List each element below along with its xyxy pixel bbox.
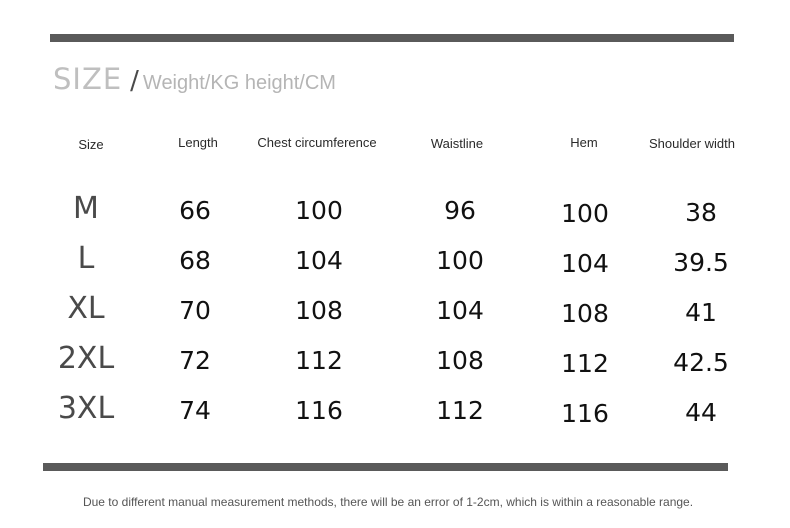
table-cell-chest: 104 xyxy=(295,246,343,275)
table-cell-shoulder: 44 xyxy=(685,398,717,427)
table-cell-chest: 112 xyxy=(295,346,343,375)
title-slash: / xyxy=(130,66,139,96)
table-cell-shoulder: 42.5 xyxy=(673,348,729,377)
table-cell-hem: 108 xyxy=(561,299,609,328)
table-cell-waistline: 104 xyxy=(436,296,484,325)
size-chart-title xyxy=(53,62,336,96)
table-cell-waistline: 100 xyxy=(436,246,484,275)
table-cell-length: 72 xyxy=(179,346,211,375)
table-cell-length: 70 xyxy=(179,296,211,325)
header-hem: Hem xyxy=(570,135,598,150)
table-cell-chest: 100 xyxy=(295,196,343,225)
table-cell-waistline: 96 xyxy=(444,196,476,225)
table-cell-length: 66 xyxy=(179,196,211,225)
table-cell-shoulder: 39.5 xyxy=(673,248,729,277)
header-chest-circumference: Chest circumference xyxy=(257,135,377,150)
table-cell-size: 3XL xyxy=(57,391,115,426)
table-cell-length: 74 xyxy=(179,396,211,425)
table-cell-size: M xyxy=(73,191,99,226)
table-cell-hem: 112 xyxy=(561,349,609,378)
table-cell-shoulder: 41 xyxy=(685,298,717,327)
bottom-divider-bar xyxy=(43,463,728,471)
measurement-note: Due to different manual measurement methods, there will be an error of 1-2cm, which is within a reasonable range. xyxy=(82,495,694,509)
top-divider-bar xyxy=(50,34,734,42)
table-cell-size: L xyxy=(77,241,95,276)
table-cell-hem: 116 xyxy=(561,399,609,428)
table-cell-chest: 116 xyxy=(295,396,343,425)
table-cell-shoulder: 38 xyxy=(685,198,717,227)
table-cell-size: XL xyxy=(67,291,105,326)
header-waistline: Waistline xyxy=(430,136,484,151)
table-cell-hem: 104 xyxy=(561,249,609,278)
table-cell-hem: 100 xyxy=(561,199,609,228)
title-size-word: SIZE xyxy=(53,62,123,96)
header-size: Size xyxy=(78,137,104,152)
table-cell-waistline: 112 xyxy=(436,396,484,425)
header-length: Length xyxy=(178,135,218,150)
table-cell-size: 2XL xyxy=(57,341,115,376)
title-units: Weight/KG height/CM xyxy=(142,72,336,94)
table-cell-length: 68 xyxy=(179,246,211,275)
table-cell-chest: 108 xyxy=(295,296,343,325)
header-shoulder-width: Shoulder width xyxy=(649,136,735,151)
table-cell-waistline: 108 xyxy=(436,346,484,375)
